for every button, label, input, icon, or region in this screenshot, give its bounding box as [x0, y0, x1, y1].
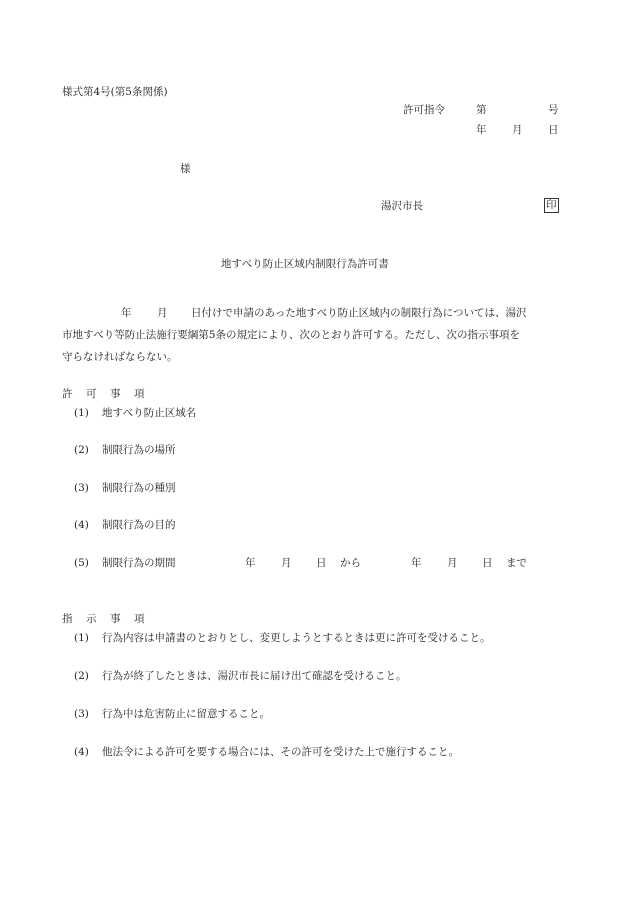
period-start-year: 年 [245, 557, 256, 569]
period-from: から [340, 557, 361, 569]
instruction-item-4-num: (4) [74, 746, 89, 758]
permit-item-3-text: 制限行為の種別 [102, 482, 176, 494]
permit-heading-3: 事 [110, 388, 121, 400]
permit-item-1-text: 地すべり防止区域名 [102, 407, 197, 419]
instruction-heading-2: 示 [86, 613, 97, 625]
permit-item-2-num: (2) [74, 444, 89, 456]
intro-line1: 日付けで申請のあった地すべり防止区域内の制限行為については、湯沢 [191, 307, 527, 319]
instruction-item-3-text: 行為中は危害防止に留意すること。 [102, 708, 270, 720]
official-seal [544, 198, 559, 213]
permit-item-1-num: (1) [74, 407, 89, 419]
intro-line3: 守らなければならない。 [62, 351, 178, 363]
issuer-title: 湯沢市長 [381, 200, 423, 212]
form-label: 様式第4号(第5条関係) [62, 86, 168, 98]
intro-line2: 市地すべり等防止法施行要綱第5条の規定により、次のとおり許可する。ただし、次の指示事項を [62, 329, 520, 341]
permit-item-5-num: (5) [74, 557, 89, 569]
intro-month: 月 [157, 307, 168, 319]
period-end-year: 年 [411, 557, 422, 569]
period-end-day: 日 [482, 557, 493, 569]
period-end-month: 月 [447, 557, 458, 569]
permit-number-go: 号 [548, 104, 559, 116]
permit-item-5-text: 制限行為の期間 [102, 557, 176, 569]
issue-date-day: 日 [548, 124, 559, 136]
issue-date-year: 年 [476, 124, 487, 136]
period-start-month: 月 [281, 557, 292, 569]
instruction-heading-4: 項 [134, 613, 145, 625]
instruction-item-3-num: (3) [74, 708, 89, 720]
period-until: まで [506, 557, 527, 569]
seal-text: 印 [546, 199, 557, 211]
issue-date-month: 月 [512, 124, 523, 136]
permit-item-4-num: (4) [74, 519, 89, 531]
permit-item-2-text: 制限行為の場所 [102, 444, 176, 456]
instruction-item-1-text: 行為内容は申請書のとおりとし、変更しようとするときは更に許可を受けること。 [102, 632, 491, 644]
permit-heading-4: 項 [134, 388, 145, 400]
instruction-item-4-text: 他法令による許可を要する場合には、その許可を受けた上で施行すること。 [102, 746, 459, 758]
instruction-heading-1: 指 [62, 613, 73, 625]
addressee-suffix: 様 [180, 163, 191, 175]
intro-year: 年 [121, 307, 132, 319]
instruction-item-2-num: (2) [74, 670, 89, 682]
permit-number-label: 許可指令 [403, 104, 445, 116]
permit-item-3-num: (3) [74, 482, 89, 494]
instruction-heading-3: 事 [110, 613, 121, 625]
permit-heading-1: 許 [62, 388, 73, 400]
document-title: 地すべり防止区域内制限行為許可書 [221, 258, 389, 270]
permit-number-dai: 第 [476, 104, 487, 116]
permit-item-4-text: 制限行為の目的 [102, 519, 176, 531]
instruction-item-1-num: (1) [74, 632, 89, 644]
period-start-day: 日 [316, 557, 327, 569]
instruction-item-2-text: 行為が終了したときは、湯沢市長に届け出て確認を受けること。 [102, 670, 407, 682]
permit-heading-2: 可 [86, 388, 97, 400]
